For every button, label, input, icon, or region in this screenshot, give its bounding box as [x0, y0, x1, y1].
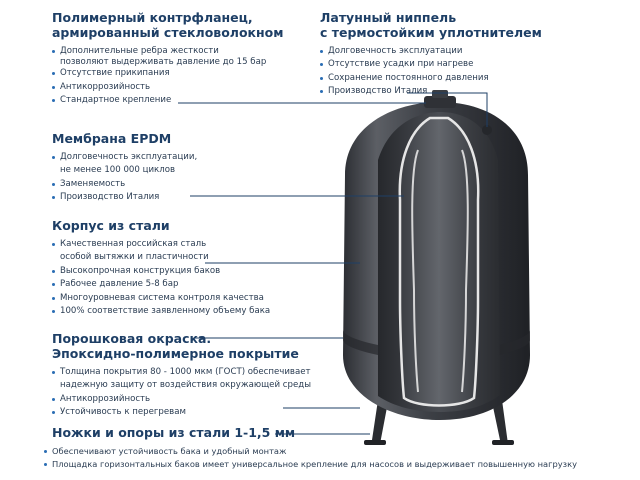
list-item: 100% соответствие заявленному объему бака [52, 305, 270, 318]
nipple-title: Латунный ниппель с термостойким уплотнителем [320, 10, 542, 40]
list-item: Антикоррозийность [52, 393, 311, 406]
list-item: Производство Италия [320, 85, 542, 98]
coating-title: Порошковая окраска. Эпоксидно-полимерное покрытие [52, 331, 299, 361]
list-item: Дополнительные ребра жесткости [52, 45, 283, 58]
membrane-title: Мембрана EPDM [52, 131, 172, 146]
list-item: Антикоррозийность [52, 81, 283, 94]
list-item: Заменяемость [52, 178, 197, 191]
bullet-icon [52, 270, 55, 273]
bullet-icon [52, 183, 55, 186]
bullet-icon [52, 297, 55, 300]
bullet-icon [52, 310, 55, 313]
list-item: надежную защиту от воздействия окружающей среды [60, 380, 311, 391]
list-item: Качественная российская сталь [52, 238, 270, 251]
flange-list [52, 45, 283, 108]
bullet-icon [52, 50, 55, 53]
list-item: Долговечность эксплуатации, [52, 151, 197, 164]
section-coating [52, 331, 311, 420]
list-item: Сохранение постоянного давления [320, 72, 542, 85]
bullet-icon [320, 63, 323, 66]
nipple-list [320, 45, 542, 99]
bullet-icon [52, 72, 55, 75]
bullet-icon [44, 450, 47, 453]
legs-list [44, 445, 577, 472]
body-title: Корпус из стали [52, 218, 170, 233]
section-nipple [320, 10, 542, 99]
section-flange [52, 10, 283, 108]
list-item: Толщина покрытия 80 - 1000 мкм (ГОСТ) обеспечивает [52, 366, 311, 379]
bullet-icon [52, 411, 55, 414]
bullet-icon [52, 398, 55, 401]
bullet-icon [52, 99, 55, 102]
list-item: позволяют выдерживать давление до 15 бар [60, 57, 267, 68]
bullet-icon [320, 50, 323, 53]
list-item: Площадка горизонтальных баков имеет универсальное крепление для насосов и выдерживает повышенную нагрузку [44, 458, 577, 471]
list-item: Отсутствие прикипания [52, 67, 283, 80]
bullet-icon [320, 77, 323, 80]
section-membrane [52, 131, 197, 205]
list-item: Многоуровневая система контроля качества [52, 292, 270, 305]
list-item: не менее 100 000 циклов [60, 165, 176, 176]
bullet-icon [320, 90, 323, 93]
body-list [52, 238, 270, 318]
membrane-list [52, 151, 197, 205]
bullet-icon [52, 156, 55, 159]
list-item: Производство Италия [52, 191, 197, 204]
list-item: Устойчивость к перегревам [52, 406, 311, 419]
list-item: Долговечность эксплуатации [320, 45, 542, 58]
list-item: Рабочее давление 5-8 бар [52, 278, 270, 291]
section-steel-body [52, 218, 270, 318]
list-item: особой вытяжки и пластичности [60, 252, 209, 263]
flange-title: Полимерный контрфланец, армированный стекловолокном [52, 10, 284, 40]
list-item: Стандартное крепление [52, 94, 283, 107]
bullet-icon [44, 463, 47, 466]
bullet-icon [52, 196, 55, 199]
coating-list [52, 366, 311, 420]
legs-title: Ножки и опоры из стали 1-1,5 мм [52, 425, 296, 440]
bullet-icon [52, 371, 55, 374]
section-legs [52, 425, 577, 472]
list-item: Высокопрочная конструкция баков [52, 265, 270, 278]
list-item: Отсутствие усадки при нагреве [320, 58, 542, 71]
bullet-icon [52, 243, 55, 246]
list-item: Обеспечивают устойчивость бака и удобный монтаж [44, 445, 577, 458]
bullet-icon [52, 283, 55, 286]
bullet-icon [52, 86, 55, 89]
